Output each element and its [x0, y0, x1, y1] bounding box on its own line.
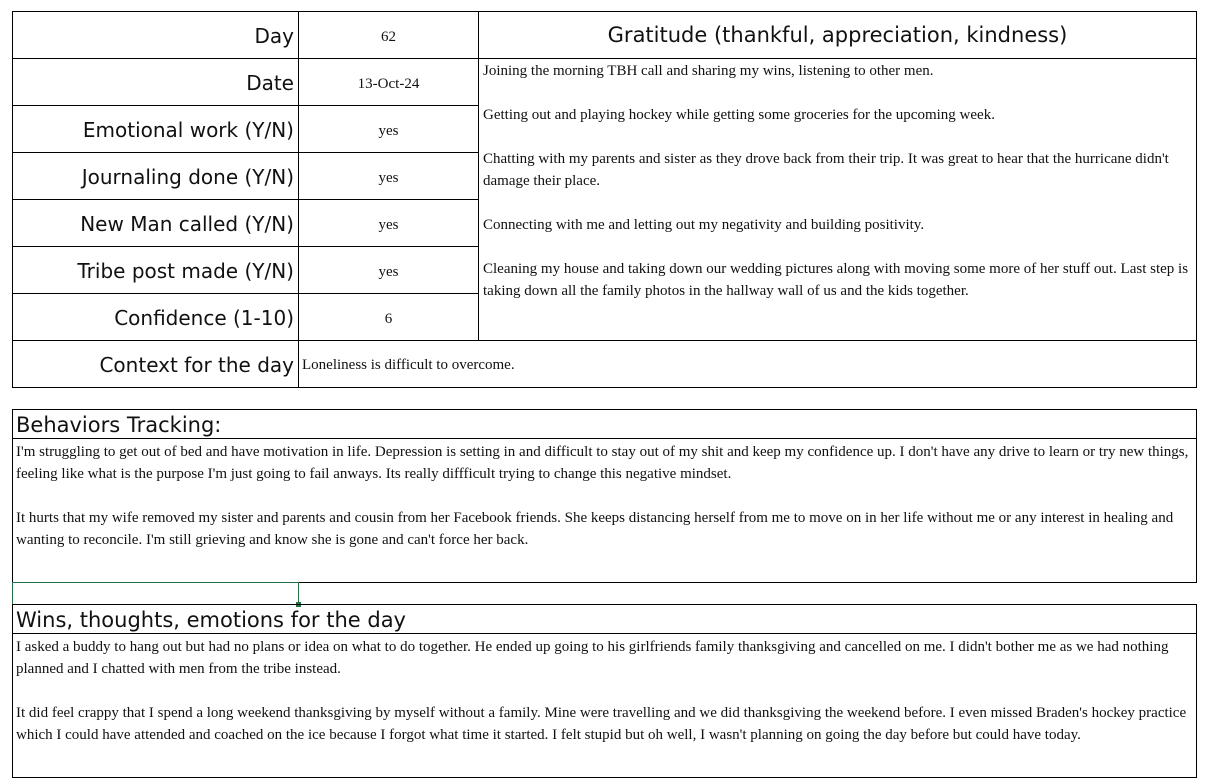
- behaviors-title: Behaviors Tracking:: [16, 413, 222, 437]
- tribe-post-value[interactable]: yes: [378, 263, 399, 280]
- gratitude-item[interactable]: Cleaning my house and taking down our wedding pictures along with moving some more of her stuff out. Last step is taking down all the family photos in the hallway wall of us and the kids together.: [483, 261, 1189, 299]
- wins-paragraph[interactable]: I asked a buddy to hang out but had no plans or idea on what to do together. He ended up going to his girlfriends family thanksgiving and cancelled on me. I didn't bother me as we had nothing planned and I chatted with men from the tribe instead.: [16, 639, 1169, 677]
- journaling-value[interactable]: yes: [378, 169, 399, 186]
- gratitude-item[interactable]: Getting out and playing hockey while getting some groceries for the upcoming week.: [483, 107, 995, 123]
- gratitude-item[interactable]: Chatting with my parents and sister as they drove back from their trip. It was great to hear that the hurricane didn't damage their place.: [483, 151, 1169, 189]
- behaviors-paragraph[interactable]: It hurts that my wife removed my sister and parents and cousin from her Facebook friends. She keeps distancing herself from me to move on in her life without me or any interest in healing and wanting to reconcile. I'm still grieving and know she is gone and can't force her back.: [16, 510, 1174, 548]
- gratitude-item[interactable]: Connecting with me and letting out my negativity and building positivity.: [483, 217, 925, 233]
- confidence-label: Confidence (1-10): [114, 306, 294, 330]
- date-value[interactable]: 13-Oct-24: [357, 75, 420, 92]
- new-man-called-label: New Man called (Y/N): [80, 212, 294, 236]
- confidence-value[interactable]: 6: [384, 310, 393, 327]
- context-value[interactable]: Loneliness is difficult to overcome.: [302, 356, 515, 373]
- day-value[interactable]: 62: [381, 28, 396, 45]
- gratitude-title: Gratitude (thankful, appreciation, kindness): [607, 23, 1068, 47]
- wins-title: Wins, thoughts, emotions for the day: [16, 608, 406, 632]
- gratitude-item[interactable]: Joining the morning TBH call and sharing my wins, listening to other men.: [483, 63, 934, 79]
- journaling-label: Journaling done (Y/N): [81, 165, 294, 189]
- behaviors-paragraph[interactable]: I'm struggling to get out of bed and have motivation in life. Depression is setting in and difficult to stay out of my shit and keep my confidence up. I don't have any drive to learn or try new things, feeling like what is the purpose I'm just going to fail anways. Its really diffficult trying to change this negative mindset.: [16, 444, 1189, 482]
- tribe-post-label: Tribe post made (Y/N): [77, 259, 294, 283]
- emotional-work-value[interactable]: yes: [378, 122, 399, 139]
- selected-cell[interactable]: [12, 582, 299, 605]
- emotional-work-label: Emotional work (Y/N): [82, 118, 294, 142]
- new-man-called-value[interactable]: yes: [378, 216, 399, 233]
- context-label: Context for the day: [99, 353, 294, 377]
- day-label: Day: [254, 24, 294, 48]
- wins-paragraph[interactable]: It did feel crappy that I spend a long weekend thanksgiving by myself without a family. Mine were travelling and we did thanksgiving the weekend before. I even missed Braden's hockey practice which I could have attended and coached on the ice because I forgot what time it started. I felt stupid but oh well, I wasn't planning on going the day before but could have today.: [16, 705, 1187, 743]
- date-label: Date: [246, 71, 294, 95]
